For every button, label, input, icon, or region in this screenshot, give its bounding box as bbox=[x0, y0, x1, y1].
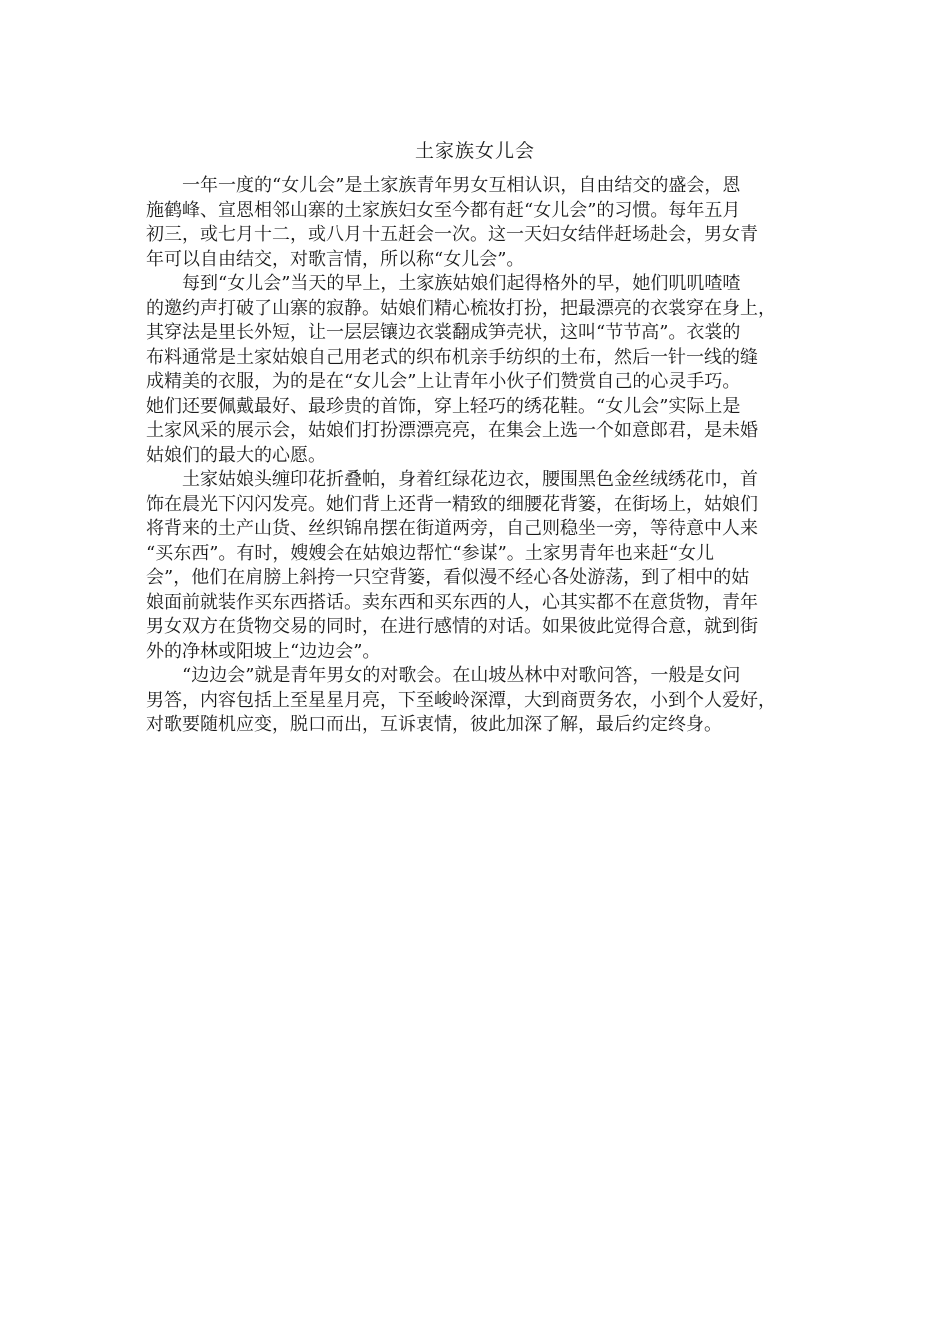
paragraph-line: “买东西”。有时，嫂嫂会在姑娘边帮忙“参谋”。土家男青年也来赶“女儿 bbox=[146, 542, 715, 564]
paragraph-line: 饰在晨光下闪闪发亮。她们背上还背一精致的细腰花背篓，在街场上，姑娘们 bbox=[146, 493, 758, 515]
paragraph-line: 会”，他们在肩膀上斜挎一只空背篓，看似漫不经心各处游荡，到了相中的姑 bbox=[146, 567, 750, 588]
paragraph-line: 对歌要随机应变，脱口而出，互诉衷情，彼此加深了解，最后约定终身。 bbox=[146, 714, 722, 735]
paragraph-line: 外的净林或阳坡上“边边会”。 bbox=[146, 640, 381, 662]
paragraph-2 bbox=[146, 272, 818, 468]
paragraph-line: 每到“女儿会”当天的早上，土家族姑娘们起得格外的早，她们叽叽喳喳 bbox=[182, 273, 741, 294]
paragraph-line: 年可以自由结交，对歌言情，所以称“女儿会”。 bbox=[146, 248, 525, 270]
paragraph-line: 其穿法是里长外短，让一层层镶边衣裳翻成笋壳状，这叫“节节高”。衣裳的 bbox=[146, 322, 741, 343]
paragraph-line: 的邀约声打破了山寨的寂静。姑娘们精心梳妆打扮，把最漂亮的衣裳穿在身上， bbox=[146, 297, 776, 319]
paragraph-line: 土家风采的展示会，姑娘们打扮漂漂亮亮，在集会上选一个如意郎君，是未婚 bbox=[146, 420, 758, 441]
paragraph-line: 土家姑娘头缠印花折叠帕，身着红绿花边衣，腰围黑色金丝绒绣花巾，首 bbox=[182, 469, 758, 490]
paragraph-line: 她们还要佩戴最好、最珍贵的首饰，穿上轻巧的绣花鞋。“女儿会”实际上是 bbox=[146, 395, 741, 417]
paragraph-1 bbox=[146, 174, 818, 272]
paragraph-line: 男女双方在货物交易的同时，在进行感情的对话。如果彼此觉得合意，就到街 bbox=[146, 616, 758, 637]
paragraph-line: 姑娘们的最大的心愿。 bbox=[146, 444, 326, 466]
paragraph-line: 施鹤峰、宣恩相邻山寨的土家族妇女至今都有赶“女儿会”的习惯。每年五月 bbox=[146, 199, 741, 221]
paragraph-3 bbox=[146, 468, 818, 664]
paragraph-line: 将背来的土产山货、丝织锦帛摆在街道两旁，自己则稳坐一旁，等待意中人来 bbox=[146, 518, 758, 539]
paragraph-line: 一年一度的“女儿会”是土家族青年男女互相认识，自由结交的盛会，恩 bbox=[182, 175, 741, 196]
paragraph-line: 成精美的衣服，为的是在“女儿会”上让青年小伙子们赞赏自己的心灵手巧。 bbox=[146, 371, 741, 392]
paragraph-line: 初三，或七月十二，或八月十五赶会一次。这一天妇女结伴赶场赴会，男女青 bbox=[146, 224, 758, 245]
paragraph-line: 男答，内容包括上至星星月亮，下至峻岭深潭，大到商贾务农，小到个人爱好， bbox=[146, 689, 776, 711]
article-body bbox=[146, 174, 818, 738]
paragraph-line: 娘面前就装作买东西搭话。卖东西和买东西的人，心其实都不在意货物，青年 bbox=[146, 591, 758, 613]
paragraph-line: “边边会”就是青年男女的对歌会。在山坡丛林中对歌问答，一般是女问 bbox=[182, 665, 741, 686]
document-title: 土家族女儿会 bbox=[414, 140, 535, 162]
paragraph-line: 布料通常是土家姑娘自己用老式的织布机亲手纺织的土布，然后一针一线的缝 bbox=[146, 346, 758, 368]
paragraph-4 bbox=[146, 664, 818, 738]
